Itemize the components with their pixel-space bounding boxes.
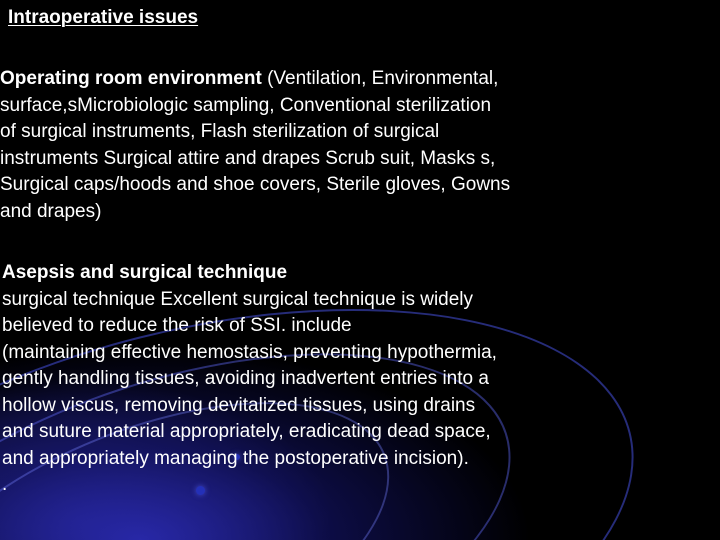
- paragraph-line: surface,sMicrobiologic sampling, Conventional sterilization: [0, 94, 492, 116]
- paragraph-line: surgical technique Excellent surgical technique is widely: [2, 288, 474, 310]
- section-heading: Asepsis and surgical technique: [2, 262, 288, 283]
- paragraph-line: .: [2, 474, 8, 495]
- paragraph-line: and appropriately managing the postoperative incision).: [2, 447, 469, 469]
- paragraph-line: [0, 66, 715, 93]
- paragraph-line: hollow viscus, removing devitalized tissues, using drains: [2, 394, 476, 416]
- paragraph-line: (maintaining effective hemostasis, preventing hypothermia,: [2, 341, 497, 363]
- paragraph-line: gently handling tissues, avoiding inadvertent entries into a: [2, 368, 489, 389]
- asepsis-paragraph: [2, 260, 717, 499]
- paragraph-line: instruments Surgical attire and drapes Scrub suit, Masks s,: [0, 147, 496, 169]
- operating-room-paragraph: [0, 66, 715, 225]
- section-heading: Operating room environment: [0, 68, 262, 89]
- slide-title: Intraoperative issues: [8, 7, 199, 28]
- paragraph-line: and suture material appropriately, eradicating dead space,: [2, 421, 491, 442]
- paragraph-line: believed to reduce the risk of SSI. include: [2, 315, 352, 336]
- paragraph-text: (Ventilation, Environmental,: [261, 68, 499, 89]
- paragraph-line: and drapes): [0, 200, 102, 222]
- paragraph-line: Surgical caps/hoods and shoe covers, Sterile gloves, Gowns: [0, 174, 511, 195]
- paragraph-line: of surgical instruments, Flash sterilization of surgical: [0, 121, 440, 142]
